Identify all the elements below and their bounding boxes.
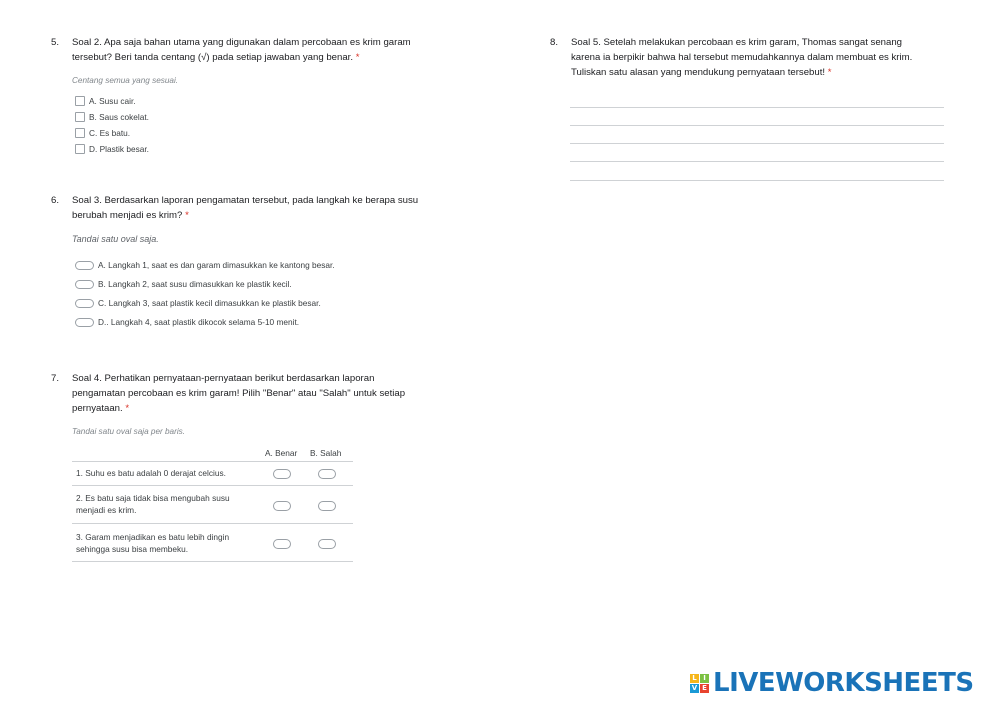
radio-oval[interactable] xyxy=(75,299,94,308)
radio-oval[interactable] xyxy=(75,318,94,327)
required-asterisk: * xyxy=(125,403,130,414)
radio-oval[interactable] xyxy=(75,261,94,270)
question-7 xyxy=(51,371,471,417)
question-number: 8. xyxy=(550,37,559,48)
question-text: Soal 2. Apa saja bahan utama yang digunakan dalam percobaan es krim garam tersebut? Beri tanda centang (√) pada setiap jawaban yang benar. * xyxy=(72,37,411,63)
radio-option-b[interactable]: B. Langkah 2, saat susu dimasukkan ke plastik kecil. xyxy=(75,278,292,290)
question-text: Soal 3. Berdasarkan laporan pengamatan tersebut, pada langkah ke berapa susu berubah menjadi es krim? * xyxy=(72,195,419,221)
grid-divider xyxy=(72,523,353,524)
logo-letter: L xyxy=(690,674,699,683)
grid-divider xyxy=(72,561,353,562)
answer-line[interactable] xyxy=(570,161,944,162)
grid-radio-row3-false[interactable] xyxy=(318,539,336,549)
grid-radio-row1-true[interactable] xyxy=(273,469,291,479)
grid-divider xyxy=(72,461,353,462)
question-hint: Tandai satu oval saja. xyxy=(72,234,159,244)
grid-radio-row2-true[interactable] xyxy=(273,501,291,511)
required-asterisk: * xyxy=(355,52,360,63)
question-number: 6. xyxy=(51,195,60,206)
radio-oval[interactable] xyxy=(75,280,94,289)
grid-radio-row1-false[interactable] xyxy=(318,469,336,479)
grid-row-label: 1. Suhu es batu adalah 0 derajat celcius. xyxy=(76,468,226,478)
question-5 xyxy=(51,35,471,67)
answer-line[interactable] xyxy=(570,143,944,144)
grid-row-label: 2. Es batu saja tidak bisa mengubah susu menjadi es krim. xyxy=(76,493,230,515)
checkbox[interactable] xyxy=(75,144,85,154)
answer-line[interactable] xyxy=(570,125,944,126)
checkbox-option-a[interactable]: A. Susu cair. xyxy=(75,95,136,107)
question-text: Soal 5. Setelah melakukan percobaan es krim garam, Thomas sangat senang karena ia berpikir bahwa hal tersebut memudahkannya dalam membuat es krim. Tuliskan satu alasan yang mendukung pernyataan tersebut! * xyxy=(571,37,913,78)
logo-letter: I xyxy=(700,674,709,683)
question-hint: Centang semua yang sesuai. xyxy=(72,76,179,85)
grid-column-header-false: B. Salah xyxy=(310,448,342,458)
grid-radio-row2-false[interactable] xyxy=(318,501,336,511)
question-number: 7. xyxy=(51,373,60,384)
liveworksheets-logo xyxy=(690,668,974,698)
grid-row-label: 3. Garam menjadikan es batu lebih dingin sehingga susu bisa membeku. xyxy=(76,532,230,554)
logo-icon xyxy=(690,674,709,693)
grid-divider xyxy=(72,485,353,486)
radio-option-c[interactable]: C. Langkah 3, saat plastik kecil dimasukkan ke plastik besar. xyxy=(75,297,321,309)
grid-column-header-true: A. Benar xyxy=(265,448,298,458)
radio-option-a[interactable]: A. Langkah 1, saat es dan garam dimasukkan ke kantong besar. xyxy=(75,259,335,271)
checkbox[interactable] xyxy=(75,112,85,122)
checkbox-option-c[interactable]: C. Es batu. xyxy=(75,127,130,139)
answer-line[interactable] xyxy=(570,180,944,181)
question-number: 5. xyxy=(51,37,60,48)
required-asterisk: * xyxy=(185,210,189,221)
checkbox-option-d[interactable]: D. Plastik besar. xyxy=(75,143,149,155)
question-6 xyxy=(51,193,471,225)
checkbox[interactable] xyxy=(75,128,85,138)
question-8 xyxy=(550,35,970,81)
question-hint: Tandai satu oval saja per baris. xyxy=(72,427,186,436)
answer-line[interactable] xyxy=(570,107,944,108)
choice-grid xyxy=(72,445,353,565)
logo-text: LIVEWORKSHEETS xyxy=(713,668,974,698)
question-text: Soal 4. Perhatikan pernyataan-pernyataan berikut berdasarkan laporan pengamatan percobaan es krim garam! Pilih "Benar" atau "Salah" untuk setiap pernyataan. * xyxy=(72,373,406,414)
checkbox-option-b[interactable]: B. Saus cokelat. xyxy=(75,111,149,123)
logo-letter: V xyxy=(691,683,698,692)
required-asterisk: * xyxy=(827,67,832,78)
radio-option-d[interactable]: D.. Langkah 4, saat plastik dikocok selama 5-10 menit. xyxy=(75,316,299,328)
grid-radio-row3-true[interactable] xyxy=(273,539,291,549)
logo-letter: E xyxy=(700,684,709,693)
checkbox[interactable] xyxy=(75,96,85,106)
